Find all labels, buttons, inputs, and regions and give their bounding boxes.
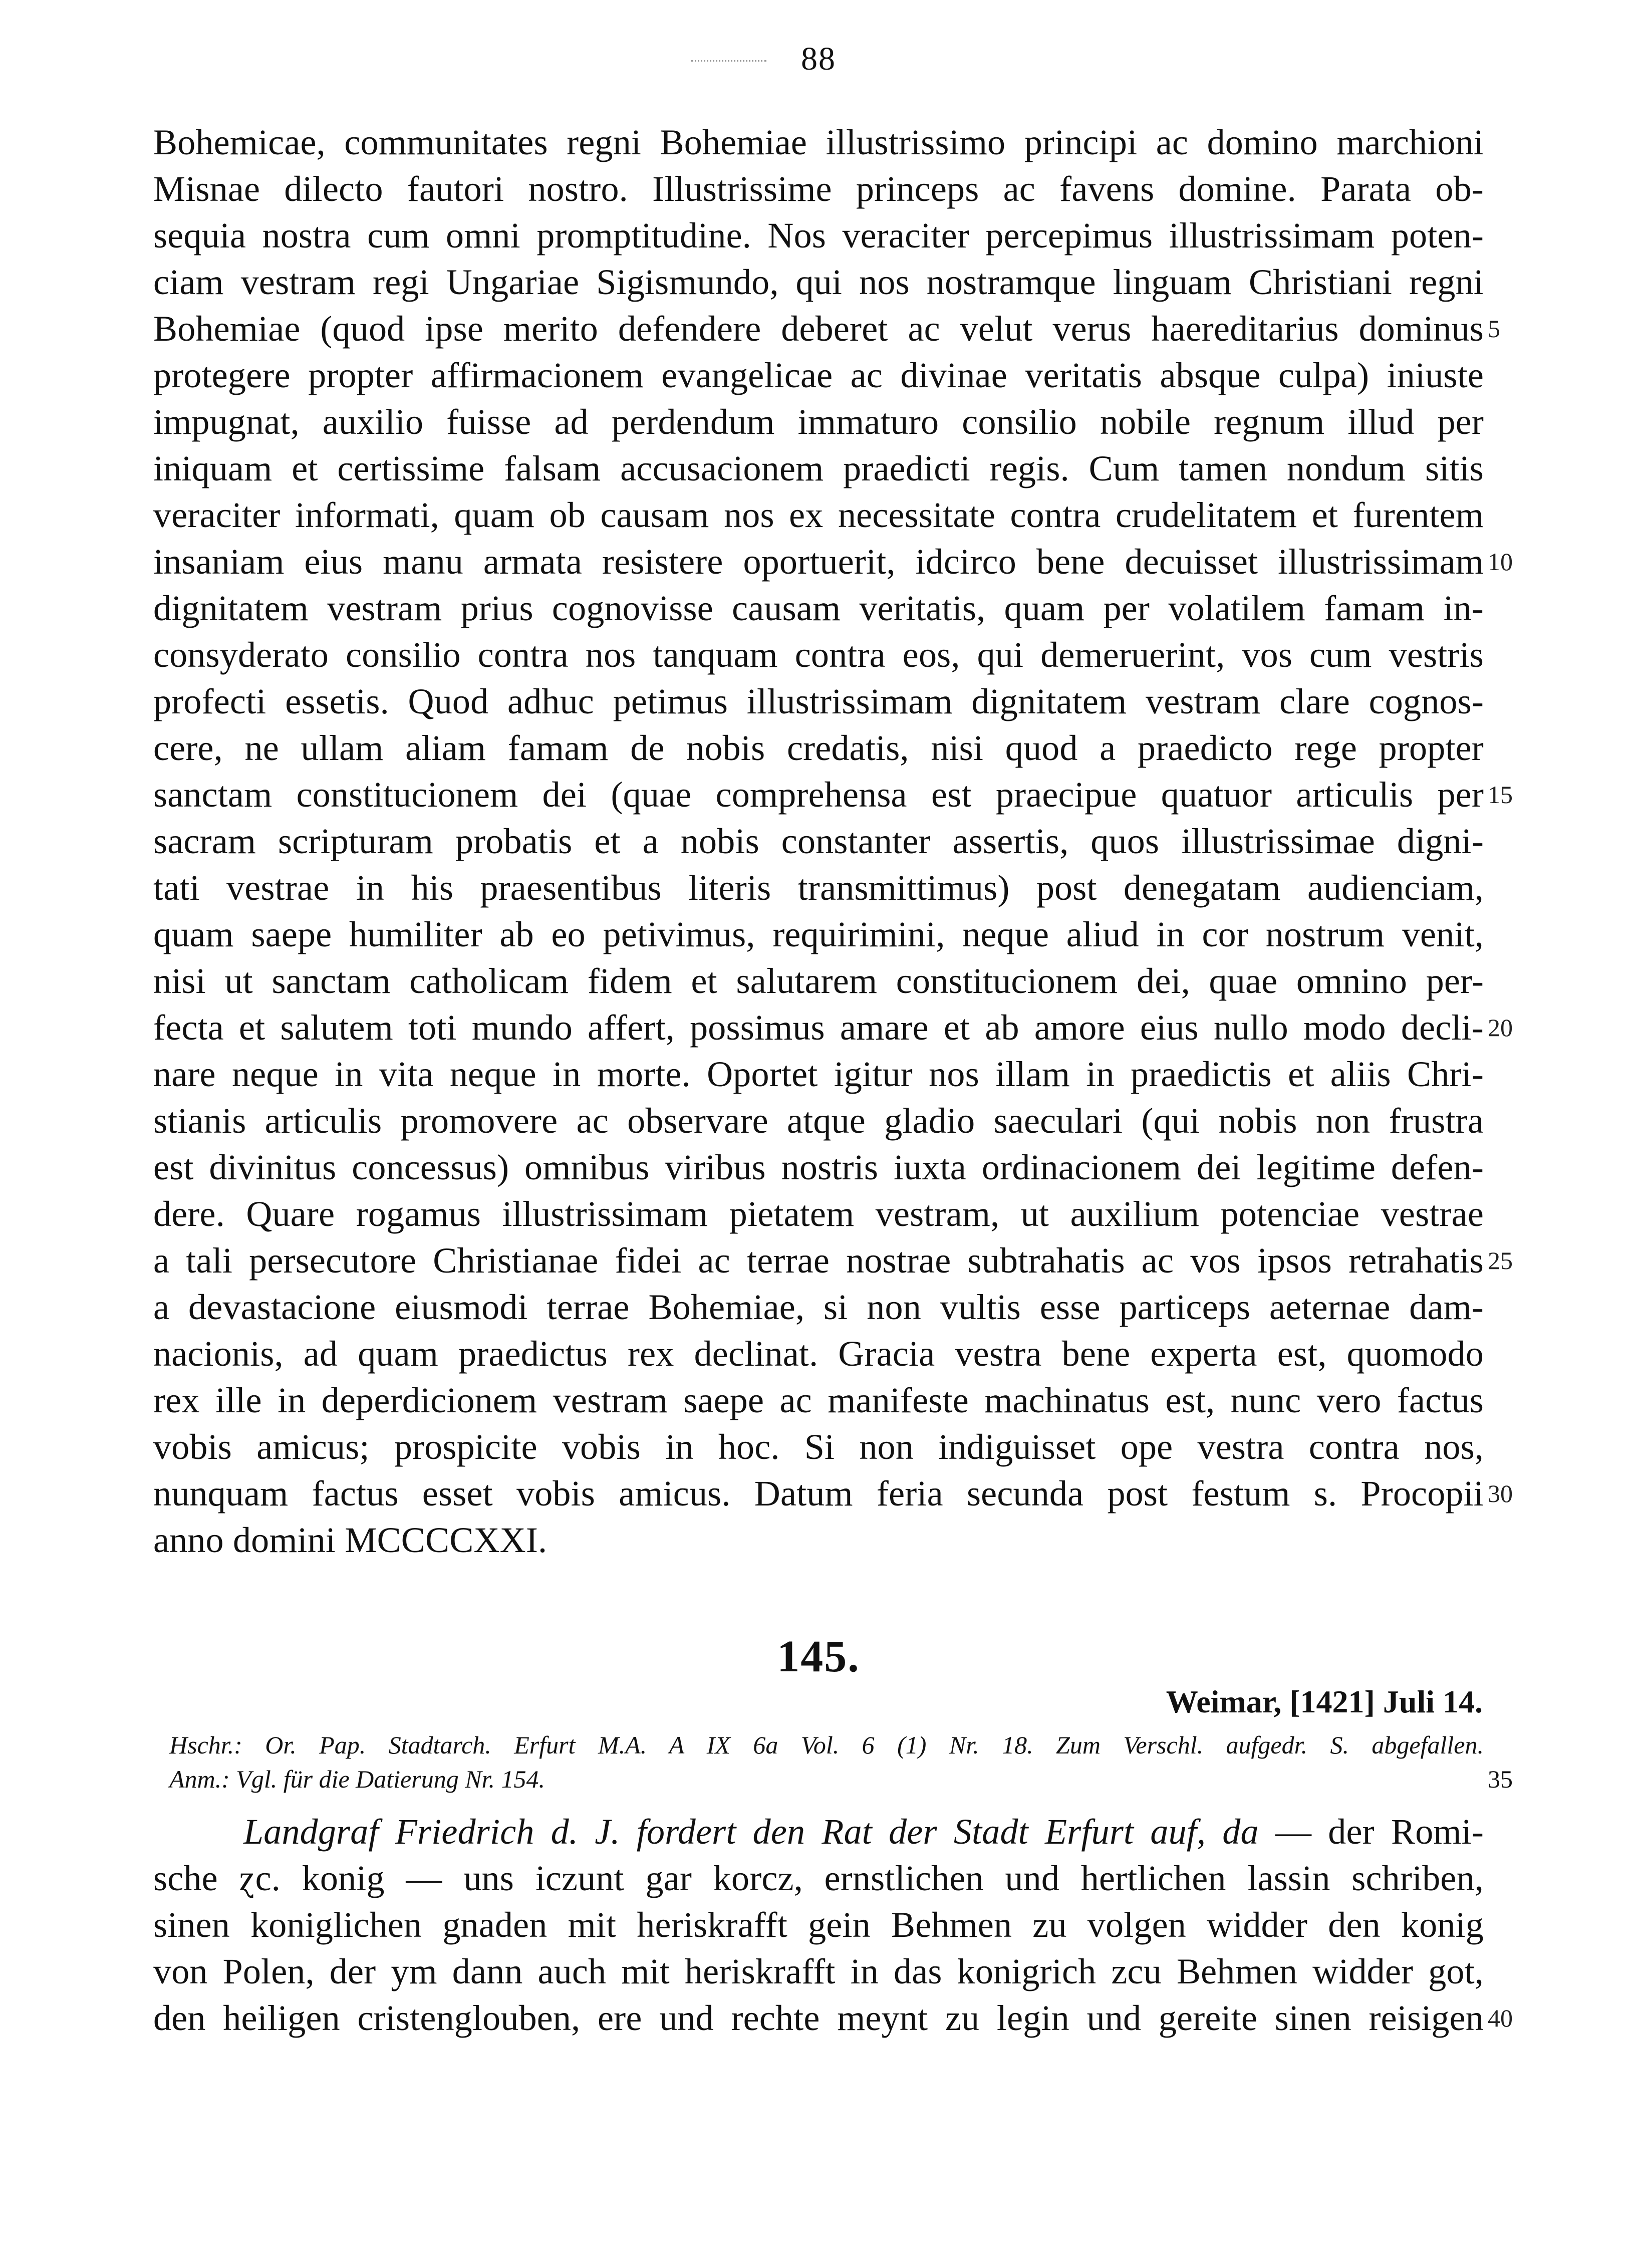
body-line: ciam vestram regi Ungariae Sigismundo, qui nos nostramque linguam Christiani regni xyxy=(153,262,1484,302)
regest-continuation: — der Romi- xyxy=(1258,1812,1484,1852)
body-line: nisi ut sanctam catholicam fidem et salutarem constitucionem dei, quae omnino per- xyxy=(153,961,1484,1001)
document-number: 145. xyxy=(777,1632,860,1681)
regest-line: den heiligen cristenglouben, ere und rechte meynt zu legin und gereite sinen reisigen xyxy=(153,1998,1484,2038)
body-line: dere. Quare rogamus illustrissimam pietatem vestram, ut auxilium potenciae vestrae xyxy=(153,1194,1484,1234)
page-number: 88 xyxy=(801,41,836,77)
body-line: rex ille in deperdicionem vestram saepe ac manifeste machinatus est, nunc vero factus xyxy=(153,1380,1484,1420)
body-line: nunquam factus esset vobis amicus. Datum feria secunda post festum s. Procopii xyxy=(153,1473,1484,1514)
body-line: veraciter informati, quam ob causam nos ex necessitate contra crudelitatem et furentem xyxy=(153,495,1484,535)
body-line: sequia nostra cum omni promptitudine. Nos veraciter percepimus illustrissimam poten- xyxy=(153,215,1484,256)
body-line: Bohemicae, communitates regni Bohemiae illustrissimo principi ac domino marchioni xyxy=(153,122,1484,162)
line-number: 30 xyxy=(1488,1479,1513,1507)
body-line: insaniam eius manu armata resistere oportuerit, idcirco bene decuisset illustrissimam xyxy=(153,542,1484,582)
document-dateline: Weimar, [1421] Juli 14. xyxy=(1166,1684,1483,1719)
body-line: cere, ne ullam aliam famam de nobis credatis, nisi quod a praedicto rege propter xyxy=(153,728,1484,768)
regest-line: von Polen, der ym dann auch mit heriskrafft in das konigrich zcu Behmen widder got, xyxy=(153,1951,1484,1991)
body-line: anno domini MCCCCXXI. xyxy=(153,1520,548,1560)
page-header xyxy=(0,40,1637,78)
regest-line: sche ɀc. konig — uns iczunt gar korcz, ernstlichen und hertlichen lassin schriben, xyxy=(153,1858,1484,1898)
body-line: a tali persecutore Christianae fidei ac terrae nostrae subtrahatis ac vos ipsos retrahatis xyxy=(153,1240,1484,1281)
source-note: Hschr.: Or. Pap. Stadtarch. Erfurt M.A. A IX 6a Vol. 6 (1) Nr. 18. Zum Verschl. aufgedr. S. abgefallen. xyxy=(169,1731,1484,1759)
body-line: a devastacione eiusmodi terrae Bohemiae, si non vultis esse particeps aeternae dam- xyxy=(153,1287,1484,1327)
remark-note: Anm.: Vgl. für die Datierung Nr. 154. xyxy=(169,1765,545,1793)
regest-summary: Landgraf Friedrich d. J. fordert den Rat der Stadt Erfurt auf, da xyxy=(243,1812,1259,1852)
body-line: fecta et salutem toti mundo affert, possimus amare et ab amore eius nullo modo decli- xyxy=(153,1007,1484,1048)
body-line: vobis amicus; prospicite vobis in hoc. Si non indiguisset ope vestra contra nos, xyxy=(153,1427,1484,1467)
body-line: consyderato consilio contra nos tanquam contra eos, qui demeruerint, vos cum vestris xyxy=(153,635,1484,675)
body-line: iniquam et certissime falsam accusacionem praedicti regis. Cum tamen nondum sitis xyxy=(153,448,1484,488)
line-number: 15 xyxy=(1488,781,1513,809)
regest-line: sinen koniglichen gnaden mit heriskrafft gein Behmen zu volgen widder den konig xyxy=(153,1905,1484,1945)
body-line: sacram scripturam probatis et a nobis constanter assertis, quos illustrissimae digni- xyxy=(153,821,1484,861)
body-line: protegere propter affirmacionem evangelicae ac divinae veritatis absque culpa) iniuste xyxy=(153,355,1484,395)
body-line: sanctam constitucionem dei (quae comprehensa est praecipue quatuor articulis per xyxy=(153,775,1484,815)
line-number: 5 xyxy=(1488,315,1500,343)
header-rule xyxy=(691,60,766,62)
body-line: nare neque in vita neque in morte. Oportet igitur nos illam in praedictis et aliis Chri- xyxy=(153,1054,1484,1094)
body-line: tati vestrae in his praesentibus literis transmittimus) post denegatam audienciam, xyxy=(153,868,1484,908)
body-line: dignitatem vestram prius cognovisse causam veritatis, quam per volatilem famam in- xyxy=(153,588,1484,628)
body-line: stianis articulis promovere ac observare atque gladio saeculari (qui nobis non frustra xyxy=(153,1101,1484,1141)
body-line: quam saepe humiliter ab eo petivimus, requirimini, neque aliud in cor nostrum venit, xyxy=(153,914,1484,954)
line-number: 20 xyxy=(1488,1014,1513,1042)
body-line: Bohemiae (quod ipse merito defendere deberet ac velut verus haereditarius dominus xyxy=(153,309,1484,349)
body-line: Misnae dilecto fautori nostro. Illustrissime princeps ac favens domine. Parata ob- xyxy=(153,169,1484,209)
body-line: nacionis, ad quam praedictus rex declinat. Gracia vestra bene experta est, quomodo xyxy=(153,1334,1484,1374)
line-number: 40 xyxy=(1488,2004,1513,2032)
body-line: profecti essetis. Quod adhuc petimus illustrissimam dignitatem vestram clare cognos- xyxy=(153,681,1484,721)
line-number: 25 xyxy=(1488,1246,1513,1275)
line-number: 10 xyxy=(1488,548,1513,576)
regest-line xyxy=(243,1809,1484,1855)
body-line: est divinitus concessus) omnibus viribus nostris iuxta ordinacionem dei legitime defen- xyxy=(153,1147,1484,1187)
body-line: impugnat, auxilio fuisse ad perdendum immaturo consilio nobile regnum illud per xyxy=(153,402,1484,442)
line-number: 35 xyxy=(1488,1765,1513,1793)
